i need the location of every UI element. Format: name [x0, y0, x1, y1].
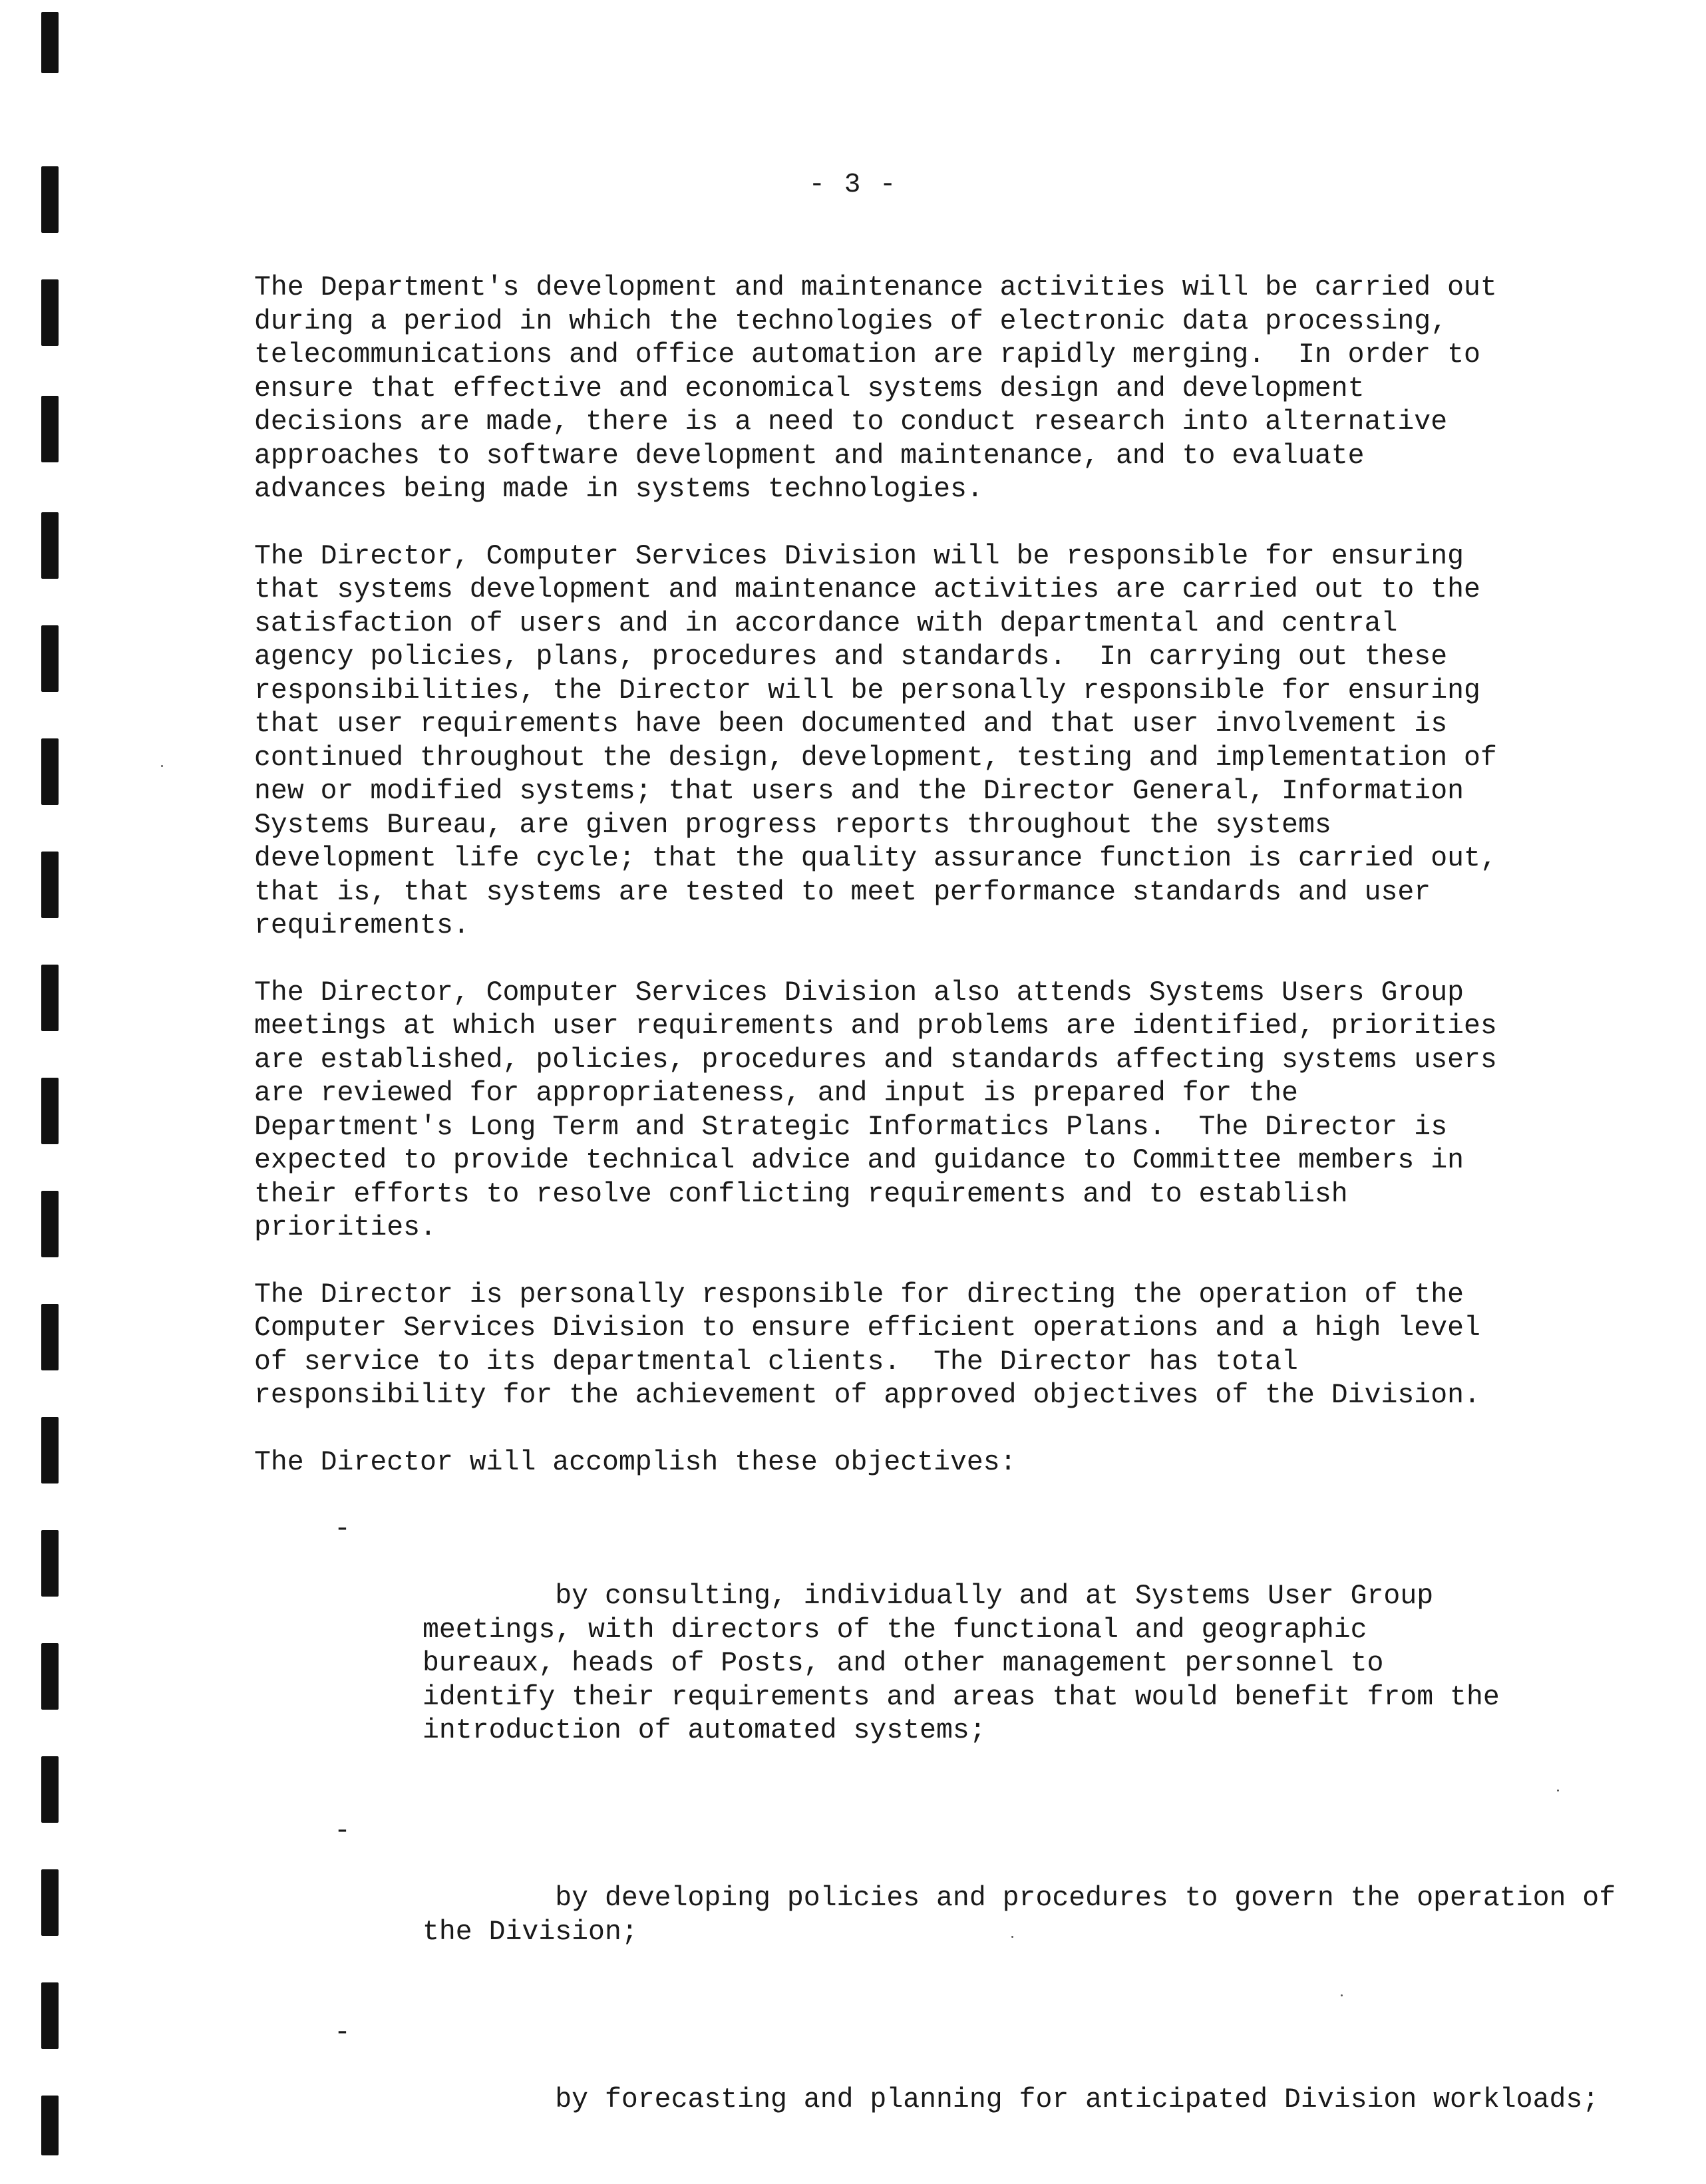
bullet-dash: -	[334, 1513, 351, 1545]
scan-speck	[161, 765, 163, 767]
scan-speck	[1341, 1994, 1343, 1996]
bullet-dash: -	[334, 2016, 351, 2048]
scan-speck	[1557, 1790, 1559, 1792]
list-item-text: by developing policies and procedures to govern the operation of the Division;	[423, 1883, 1616, 1948]
list-item	[254, 1513, 1518, 1782]
page-number: - 3 -	[808, 170, 898, 200]
list-item-text: by forecasting and planning for anticipated Division workloads;	[555, 2084, 1600, 2115]
paragraph: The Director, Computer Services Division also attends Systems Users Group meetings at which user requirements and problems are identified, priorities are established, policies, procedures and standards affecting systems users are reviewed for appropriateness, and input is prepared for the Department's Long Term and Strategic Informatics Plans. The Director is expected to provide technical advice and guidance to Committee members in their efforts to resolve conflicting requirements and to establish priorities.	[254, 977, 1497, 1243]
scan-speck	[1011, 1936, 1013, 1938]
document-body	[254, 271, 1616, 2184]
paragraph: The Director, Computer Services Division will be responsible for ensuring that systems development and maintenance activities are carried out to the satisfaction of users and in accordance with departmental and central agency policies, plans, procedures and standards. In carrying out these responsibilities, the Director will be personally responsible for ensuring that user requirements have been documented and that user involvement is continued throughout the design, development, testing and implementation of new or modified systems; that users and the Director General, Information Systems Bureau, are given progress reports throughout the systems development life cycle; that the quality assurance function is carried out, that is, that systems are tested to meet performance standards and user requirements.	[254, 540, 1497, 941]
bullet-dash: -	[334, 1815, 351, 1847]
list-item-text: by consulting, individually and at Systems User Group meetings, with directors of the functional and geographic bureaux, heads of Posts, and other management personnel to identify their requirements and areas that would benefit from the introduction of automated systems;	[423, 1581, 1500, 1746]
paragraph: The Department's development and maintenance activities will be carried out during a period in which the technologies of electronic data processing, telecommunications and office automation are rapidly merging. In order to ensure that effective and economical systems design and development decisions are made, there is a need to conduct research into alternative approaches to software development and maintenance, and to evaluate advances being made in systems technologies.	[254, 272, 1497, 505]
paragraph: The Director will accomplish these objectives:	[254, 1446, 1017, 1478]
list-item	[254, 1815, 1616, 1983]
objectives-list	[254, 1513, 1616, 2151]
paragraph: The Director is personally responsible for directing the operation of the Computer Services Division to ensure efficient operations and a high level of service to its departmental clients. The Director has total responsibility for the achievement of approved objectives of the Division.	[254, 1279, 1480, 1411]
list-item	[254, 2016, 1600, 2151]
